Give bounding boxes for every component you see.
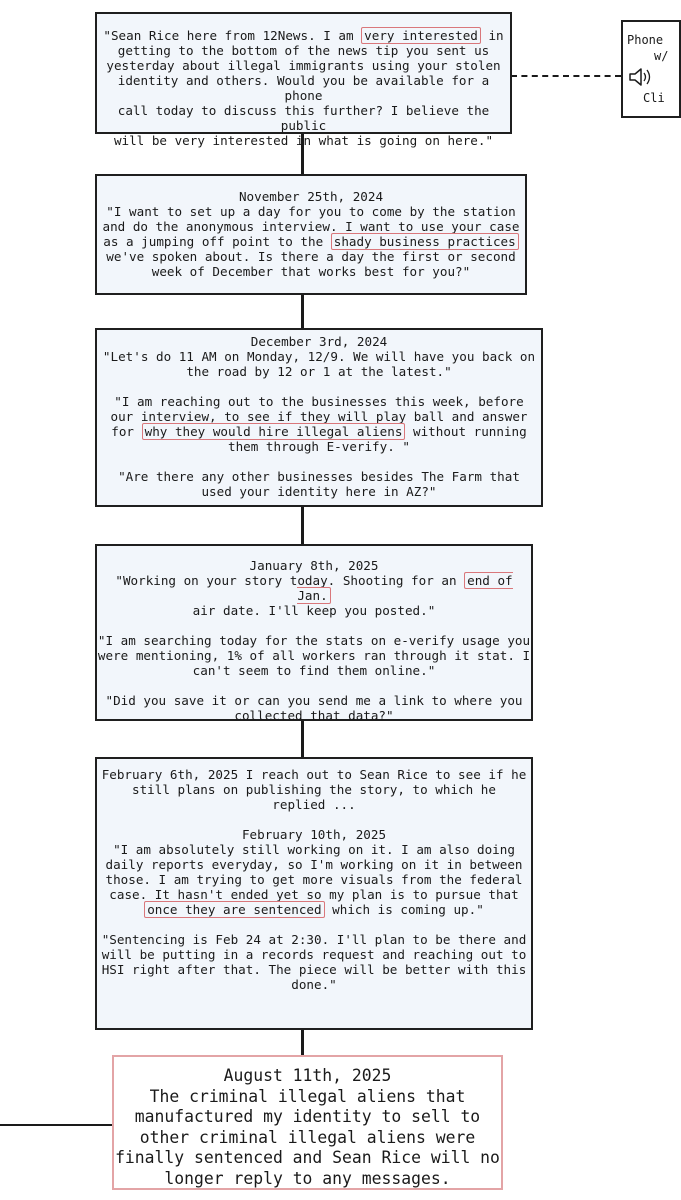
message-text: December 3rd, 2024 (250, 334, 388, 349)
final-line: The criminal illegal aliens that (149, 1086, 466, 1106)
phone-clip-label: Cli (643, 91, 665, 105)
message-text: done." (291, 977, 337, 992)
message-text: our interview, to see if they will play ball and answer (110, 409, 528, 424)
message-text: getting to the bottom of the news tip you sent us (117, 43, 490, 58)
message-line (97, 219, 525, 234)
message-line (97, 43, 510, 58)
message-text: still plans on publishing the story, to which he (132, 782, 496, 797)
message-text: "Did you save it or can you send me a link to where you (105, 693, 523, 708)
message-text: collected that data?" (234, 708, 394, 723)
message-line (97, 887, 531, 902)
message-text: week of December that works best for you?" (151, 264, 471, 279)
message-box-jan-8 (95, 544, 533, 721)
paragraph-gap (97, 618, 531, 633)
highlighted-phrase: very interested (361, 27, 481, 44)
highlighted-phrase: why they would hire illegal aliens (142, 423, 406, 440)
message-line (97, 133, 510, 148)
message-text: them through E-verify. " (228, 439, 410, 454)
message-text: February 10th, 2025 (241, 827, 387, 842)
message-text: case. It hasn't ended yet so my plan is to pursue that (109, 887, 519, 902)
message-text: January 8th, 2025 (249, 558, 379, 573)
message-line (97, 857, 531, 872)
message-box-initial (95, 12, 512, 148)
message-text: used your identity here in AZ?" (201, 484, 437, 499)
message-text: "Let's do 11 AM on Monday, 12/9. We will have you back on (102, 349, 536, 364)
message-line (97, 349, 541, 364)
message-line (97, 947, 531, 962)
message-text: without running (405, 424, 527, 439)
speaker-icon (627, 66, 653, 88)
paragraph-gap (97, 379, 541, 394)
final-line: longer reply to any messages. (164, 1168, 451, 1188)
message-box-dec-3 (95, 328, 543, 507)
message-line (97, 73, 510, 103)
message-text: will be putting in a records request and reaching out to (101, 947, 527, 962)
message-text: "Working on your story today. Shooting for an (115, 573, 465, 588)
message-line (97, 394, 541, 409)
message-text: HSI right after that. The piece will be better with this (101, 962, 527, 977)
message-text: "I am reaching out to the businesses this week, before (114, 394, 524, 409)
message-text: those. I am trying to get more visuals from the federal (105, 872, 523, 887)
message-line (97, 28, 510, 43)
message-line (97, 902, 531, 917)
phone-subtitle: w/ (654, 49, 669, 63)
paragraph-gap (97, 812, 531, 827)
message-line (97, 204, 525, 219)
message-line (97, 767, 531, 782)
message-line (97, 469, 541, 484)
message-text: call today to discuss this further? I believe the public (117, 103, 490, 133)
message-line (97, 977, 531, 992)
final-line: finally sentenced and Sean Rice will no (115, 1148, 500, 1167)
message-text: air date. I'll keep you posted." (192, 603, 436, 618)
message-text: daily reports everyday, so I'm working on it in between (105, 857, 523, 872)
message-box-feb (95, 757, 533, 1030)
message-line (97, 932, 531, 947)
highlighted-phrase: end of Jan. (297, 573, 513, 603)
message-text: for (111, 424, 142, 439)
message-text: "I want to set up a day for you to come by the station (106, 204, 516, 219)
message-text: identity and others. Would you be available for a phone (117, 73, 490, 103)
message-line (97, 424, 541, 439)
message-line (97, 782, 531, 797)
message-line (97, 189, 525, 204)
message-line (97, 827, 531, 842)
paragraph-gap (97, 917, 531, 932)
highlighted-phrase: shady business practices (331, 233, 519, 250)
message-text: and do the anonymous interview. I want to use your case (102, 219, 520, 234)
message-box-nov-25 (95, 174, 527, 295)
message-text: as a jumping off point to the (103, 234, 331, 249)
phone-label: Phone (627, 33, 664, 47)
connector-3-4 (301, 506, 304, 545)
message-text: "I am searching today for the stats on e-verify usage you (97, 633, 531, 648)
message-line (97, 872, 531, 887)
message-line (97, 334, 541, 349)
message-line (97, 439, 541, 454)
message-line (97, 603, 531, 618)
message-line (97, 249, 525, 264)
message-text: were mentioning, 1% of all workers ran through it stat. I (97, 648, 531, 663)
message-text: November 25th, 2024 (238, 189, 384, 204)
message-line (97, 962, 531, 977)
message-text: "Sentencing is Feb 24 at 2:30. I'll plan to be there and (101, 932, 527, 947)
message-text: will be very interested in what is going on here." (113, 133, 494, 148)
paragraph-gap (97, 454, 541, 469)
message-text: replied ... (272, 797, 356, 812)
message-line (97, 264, 525, 279)
final-note-box (112, 1055, 503, 1190)
message-text: in (480, 28, 504, 43)
message-text: "Are there any other businesses besides The Farm that (118, 469, 520, 484)
message-line (97, 708, 531, 723)
message-text: "I am absolutely still working on it. I am also doing (113, 842, 515, 857)
final-line: other criminal illegal aliens were (139, 1127, 476, 1147)
final-date: August 11th, 2025 (223, 1066, 392, 1085)
message-text: yesterday about illegal immigrants using your stolen (106, 58, 501, 73)
message-text: "Sean Rice here from 12News. I am (103, 28, 362, 43)
message-line (97, 58, 510, 73)
message-line (97, 409, 541, 424)
message-line (97, 648, 531, 663)
connector-4-5 (301, 720, 304, 758)
message-text: we've spoken about. Is there a day the first or second (106, 249, 516, 264)
message-line (97, 484, 541, 499)
message-text: the road by 12 or 1 at the latest." (186, 364, 452, 379)
paragraph-gap (97, 678, 531, 693)
message-text: can't seem to find them online." (192, 663, 436, 678)
message-line (97, 797, 531, 812)
highlighted-phrase: once they are sentenced (144, 901, 324, 918)
phone-call-box (621, 20, 681, 118)
message-line (97, 558, 531, 573)
message-line (97, 234, 525, 249)
message-line (97, 103, 510, 133)
message-line (97, 663, 531, 678)
dashed-link-to-phone (511, 75, 621, 77)
message-line (97, 842, 531, 857)
final-line: manufactured my identity to sell to (134, 1107, 481, 1126)
message-text: which is coming up." (324, 902, 484, 917)
message-line (97, 364, 541, 379)
connector-5-final (301, 1029, 304, 1056)
left-link-to-final (0, 1124, 112, 1126)
message-line (97, 633, 531, 648)
connector-2-3 (301, 294, 304, 329)
message-line (97, 573, 531, 603)
message-text: February 6th, 2025 I reach out to Sean Rice to see if he (101, 767, 527, 782)
message-line (97, 693, 531, 708)
